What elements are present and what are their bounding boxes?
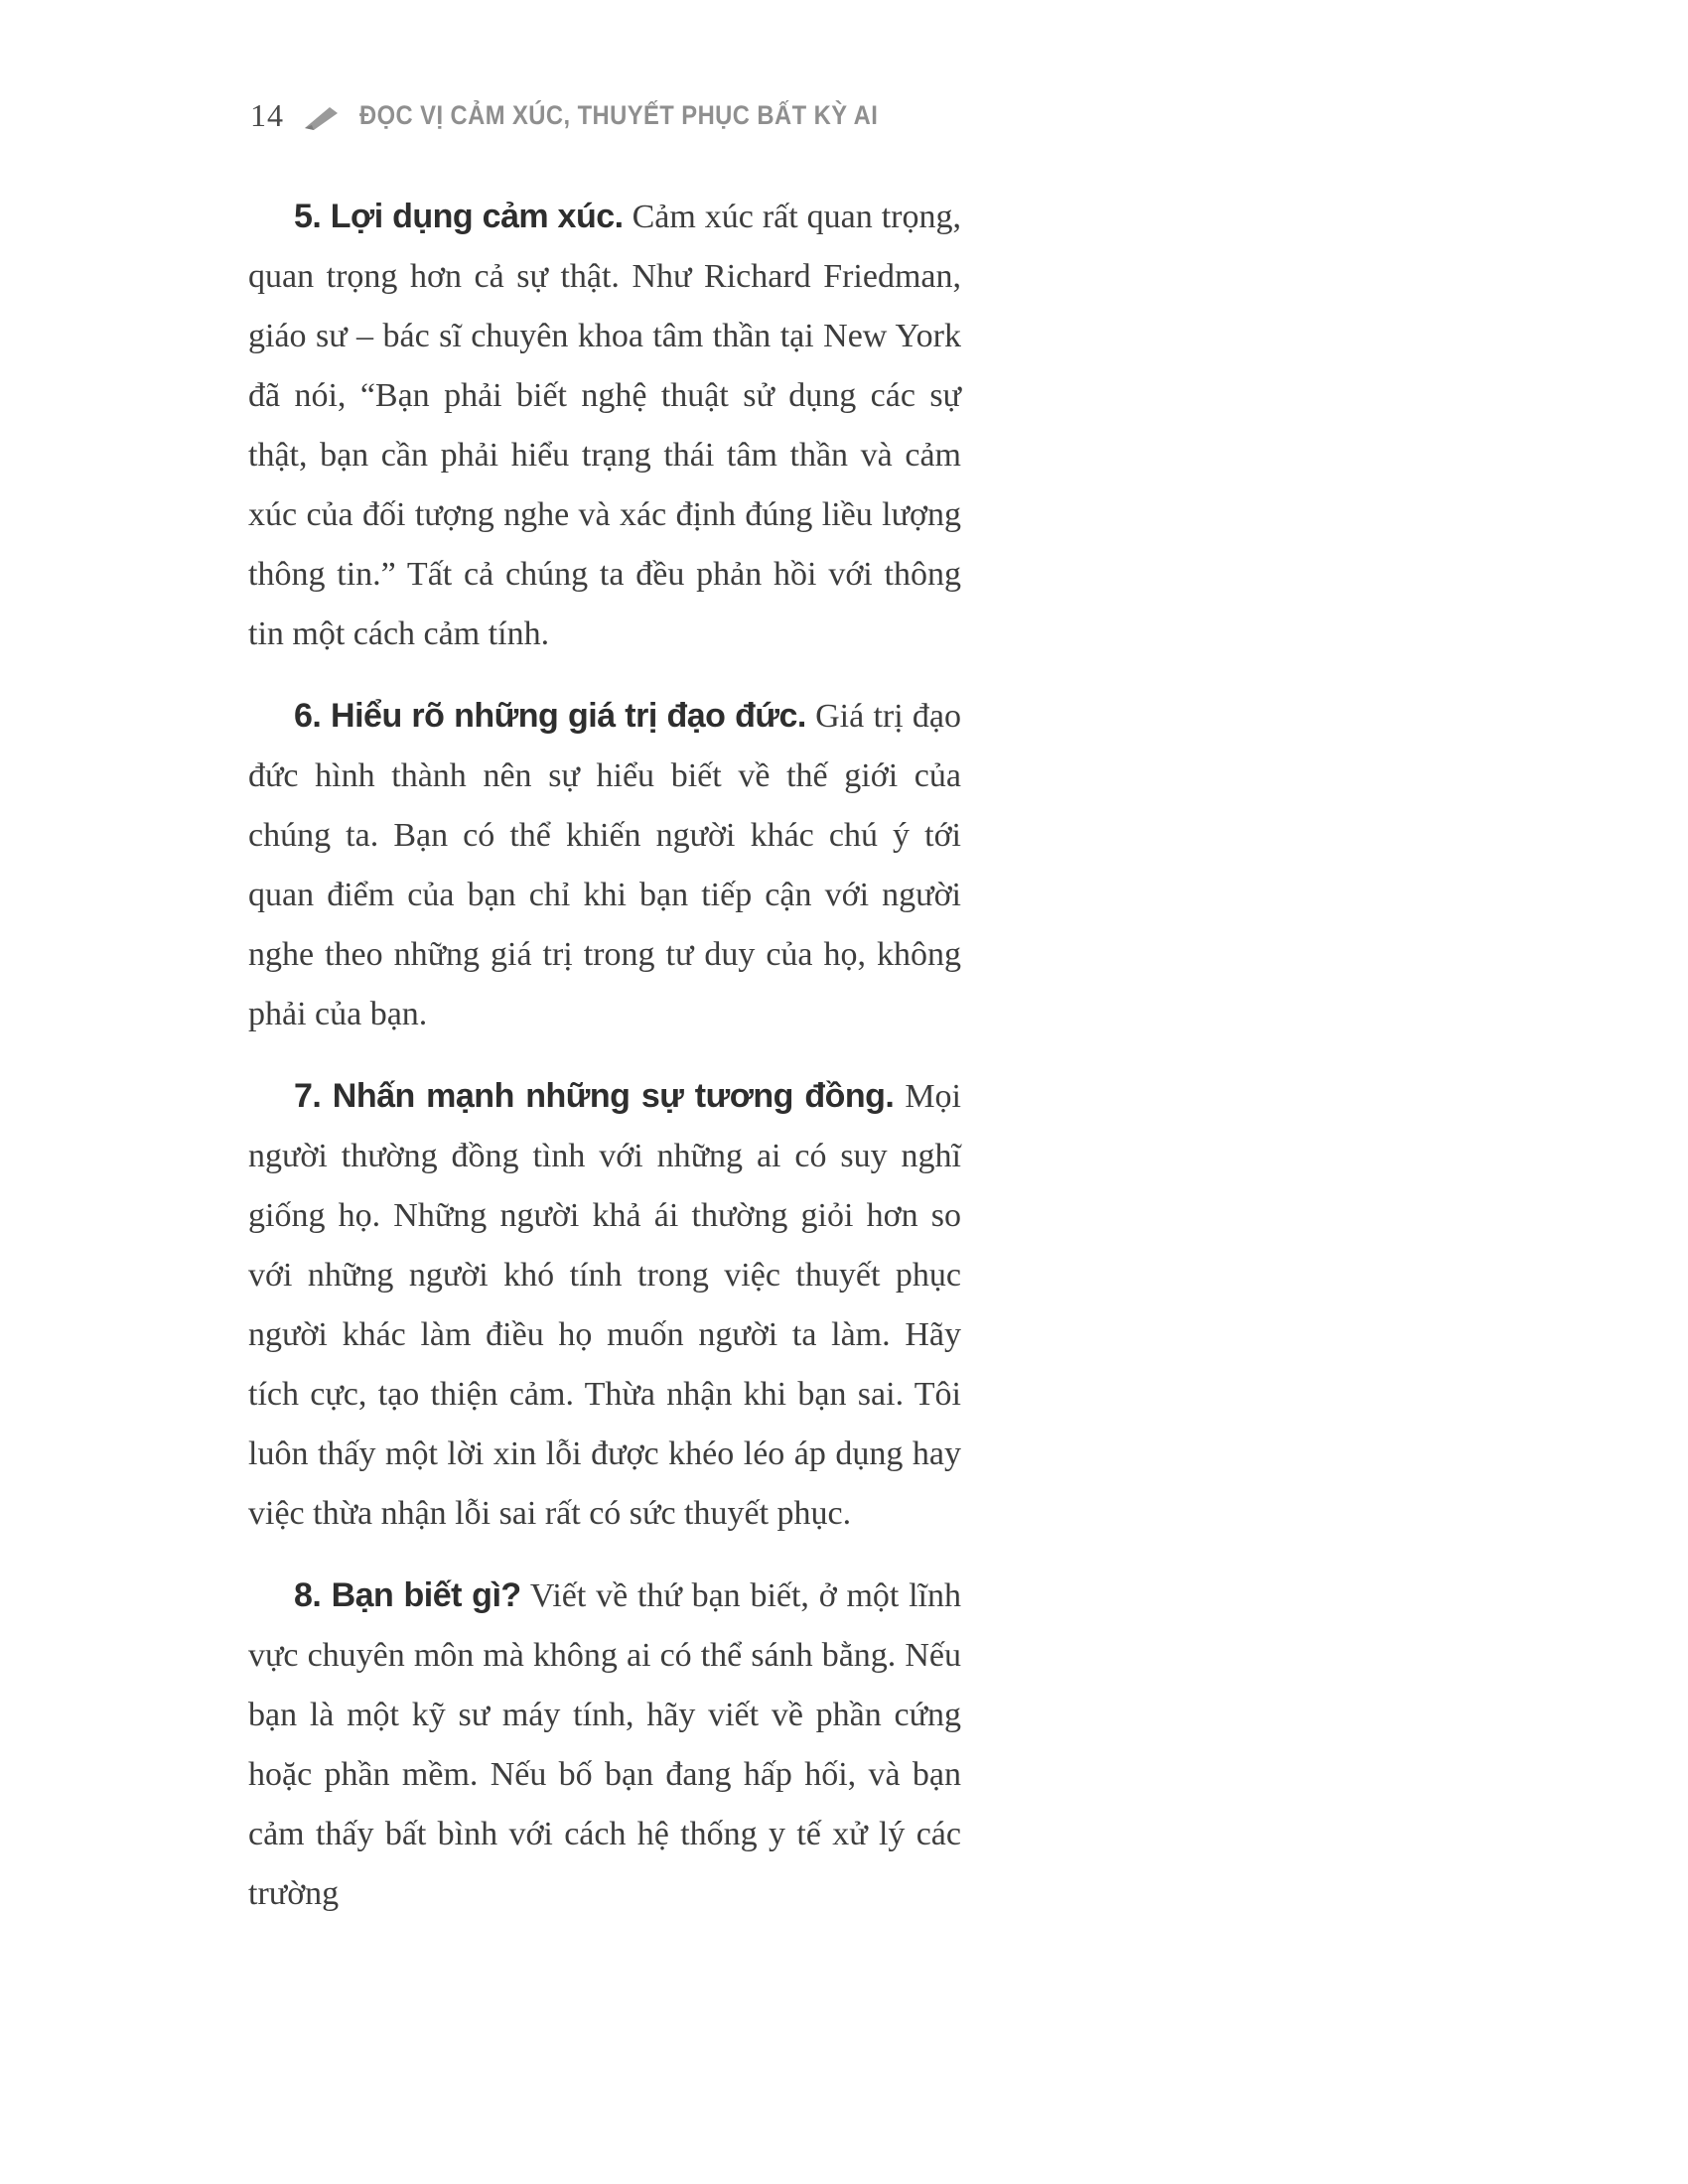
running-header [250, 97, 965, 134]
paragraph-5-heading: 5. Lợi dụng cảm xúc. [294, 198, 624, 235]
paragraph-8 [248, 1566, 961, 1924]
paragraph-5-text: Cảm xúc rất quan trọng, quan trọng hơn cả sự thật. Như Richard Friedman, giáo sư – bác sĩ chuyên khoa tâm thần tại New York đã nói, “Bạn phải biết nghệ thuật sử dụng các sự thật, bạn cần phải hiểu trạng thái tâm thần và cảm xúc của đối tượng nghe và xác định đúng liều lượng thông tin.” Tất cả chúng ta đều phản hồi với thông tin một cách cảm tính. [248, 199, 962, 652]
paragraph-6 [248, 686, 961, 1044]
paragraph-6-text: Giá trị đạo đức hình thành nên sự hiểu biết về thế giới của chúng ta. Bạn có thể khiến người khác chú ý tới quan điểm của bạn chỉ khi bạn tiếp cận với người nghe theo những giá trị trong tư duy của họ, không phải của bạn. [248, 698, 962, 1032]
paragraph-8-heading: 8. Bạn biết gì? [294, 1576, 521, 1614]
quill-pen-icon [302, 104, 342, 132]
paragraph-6-heading: 6. Hiểu rõ những giá trị đạo đức. [294, 697, 806, 735]
page-body [248, 187, 961, 1946]
paragraph-7-text: Mọi người thường đồng tình với những ai có suy nghĩ giống họ. Những người khả ái thường giỏi hơn so với những người khó tính trong việc thuyết phục người khác làm điều họ muốn người ta làm. Hãy tích cực, tạo thiện cảm. Thừa nhận khi bạn sai. Tôi luôn thấy một lời xin lỗi được khéo léo áp dụng hay việc thừa nhận lỗi sai rất có sức thuyết phục. [248, 1078, 962, 1532]
paragraph-5 [248, 187, 961, 664]
paragraph-7-heading: 7. Nhấn mạnh những sự tương đồng. [294, 1077, 895, 1115]
running-head-title: ĐỌC VỊ CẢM XÚC, THUYẾT PHỤC BẤT KỲ AI [359, 100, 879, 130]
page-number: 14 [250, 97, 284, 133]
paragraph-8-text: Viết về thứ bạn biết, ở một lĩnh vực chuyên môn mà không ai có thể sánh bằng. Nếu bạn là một kỹ sư máy tính, hãy viết về phần cứng hoặc phần mềm. Nếu bố bạn đang hấp hối, và bạn cảm thấy bất bình với cách hệ thống y tế xử lý các trường [248, 1577, 961, 1912]
paragraph-7 [248, 1066, 961, 1544]
